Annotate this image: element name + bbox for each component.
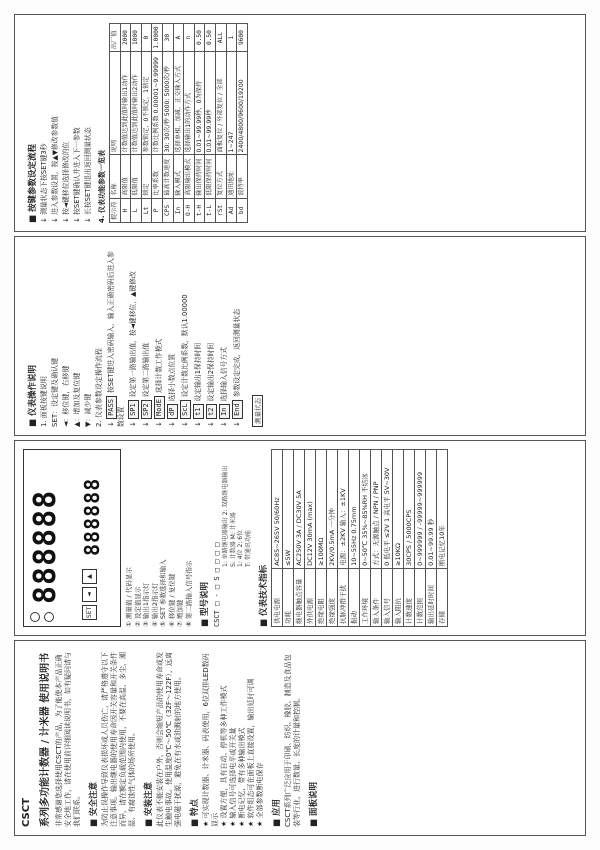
step-text: 按SET键进入密码输入，输入正确密码后进入参数设置 (107, 251, 125, 427)
arrow-down-icon: ↓ (207, 418, 215, 427)
key-desc: SET：设定键及确认键 (51, 357, 59, 427)
setting-step (106, 245, 126, 427)
install-text: 此仪表不能安装在户外，否则会缩短产品的使用寿命或发生触电事故。使用温度0℃～50℃（32F～122F），远离强电磁干扰源，避免在有水或油溅射的地方使用。 (156, 652, 182, 827)
setting-step (128, 245, 139, 427)
param-default: A (173, 24, 184, 52)
arrow-down-icon: ↓ (168, 418, 176, 427)
flow-step (40, 23, 49, 223)
safety-text: 为防止误操作导致仪表损坏或人员伤亡，请严格遵守以下注意事项。输出继电器的使用寿命因开关容量和开关条件而异，请在额定负载范围内使用，不要在高温、多尘、潮湿、有腐蚀性气体的场所使用。 (101, 652, 136, 827)
spec-label: 供电电源 (272, 568, 283, 626)
arrow-down-icon: ↓ (129, 418, 137, 427)
param-row (215, 24, 226, 223)
step-text: 设定计数比例系数，默认1.00000 (181, 294, 189, 398)
flow-step-text: 进入参数设置，按▲▼修改参数值 (51, 116, 59, 215)
spec-label: 绝缘强度 (327, 568, 338, 626)
flow-step (84, 23, 93, 223)
legend-item: ⑧ 第二路输入信号指示 (184, 560, 193, 627)
param-row (237, 24, 248, 223)
param-code: Lt (141, 198, 152, 222)
legend-item: ① 测量值 / 代码显示 (125, 567, 133, 627)
param-desc: 2400/4800/9600/19200 (237, 52, 248, 155)
arrow-down-icon: ↓ (84, 214, 92, 223)
spec-value: 方式：无源触点 / NPN / PNP (371, 450, 382, 569)
model-option: 1: 单路继电器输出 2: 双路继电器输出 (222, 465, 229, 567)
param-desc: 计数比例系数 0.00001~9.99999 (152, 52, 163, 155)
param-code: H (120, 198, 131, 222)
param-default: 9600 (237, 24, 248, 52)
step-text: 设定第二路输出值 (142, 342, 150, 398)
spec-value: 0 低电平 ≤2V 1 高电平 5V~30V (382, 450, 393, 569)
spec-value: DC12V 30mA (max) (305, 450, 316, 569)
param-code: P (152, 198, 163, 222)
arrow-down-icon: ↓ (73, 214, 81, 223)
panel-intro (14, 640, 586, 836)
setting-step (219, 245, 230, 427)
spec-label: 计数速度 (404, 568, 415, 626)
spec-label: 输出延时时间 (426, 568, 437, 626)
spec-heading: ■ 仪表技术指标 (257, 449, 269, 627)
spec-value: ≤5W (283, 450, 294, 569)
step-text: 选择计数工作模式 (155, 338, 163, 394)
param-row (120, 24, 131, 223)
step-text: 设定输出1保持时间 (194, 342, 202, 402)
feature-item: ★ 可实现计数器、计米器、码表使用，6位双排LED数码显示 (202, 649, 220, 827)
param-code: In (173, 198, 184, 222)
brand-label: CSCT (21, 798, 32, 827)
param-head-cell: 出厂值 (110, 24, 121, 52)
key-desc: ▲：增加及复位键 (73, 372, 81, 427)
arrow-down-icon: ↓ (233, 418, 241, 427)
feature-item: ★ 全部参数断电保存 (256, 649, 265, 827)
spec-label: 输入阻抗 (393, 568, 404, 626)
legend-item: ③ 输出1指示灯 (142, 582, 150, 627)
arrow-down-icon: ↓ (142, 418, 150, 427)
step-code: SP1 (128, 400, 139, 419)
setting-step (232, 245, 243, 427)
param-name: 锁定 (141, 155, 152, 198)
arrow-down-icon: ↓ (194, 418, 202, 427)
param-default: 0.50 (205, 24, 216, 52)
arrow-down-icon: ↓ (155, 418, 163, 427)
feature-item: ★ 设置方便，具有自动、停机等多种工作模式 (220, 649, 229, 827)
step-code: PASS (106, 396, 117, 419)
param-code: L (131, 198, 142, 222)
up-key-icon: ▲ (82, 569, 97, 584)
spec-value: 电源：±2KV 输入：±1KV (338, 450, 349, 569)
arrow-down-icon: ↓ (107, 418, 115, 427)
spec-table (271, 449, 448, 627)
device-keys (82, 569, 97, 620)
param-desc: 选择单相、加减、正交输入方式 (173, 52, 184, 155)
panel-operation (14, 236, 586, 436)
spec-value: 断电记忆10年 (437, 450, 448, 569)
feature-item: ★ 断电记忆，带有多种输出模式 (238, 649, 247, 827)
param-name: 通讯地址 (226, 155, 237, 198)
param-name: 低限值 (131, 155, 142, 198)
param-name: 复位方式 (215, 155, 226, 198)
spec-label: 绝缘电阻 (316, 568, 327, 626)
param-desc: 计数值达到此值时输出2动作 (131, 52, 142, 155)
legend-item: ⑤ SET 参数选择和输入 (159, 559, 167, 627)
step-text: 选择小数点位置 (168, 353, 176, 402)
step-text: 选择输入信号方式 (220, 347, 228, 402)
spec-row (283, 450, 294, 627)
param-code: O-H (184, 198, 195, 222)
legend-item: ⑦ 增加键 (176, 599, 184, 627)
spec-row (294, 450, 305, 627)
measure-display: 888888 (28, 489, 63, 604)
spec-label: 继电器触点容量 (294, 568, 305, 626)
out1-led-icon (30, 612, 40, 622)
keys-subheading: 1. 面板按键说明 (40, 376, 48, 427)
manual-title: 系列多功能计数器 / 计米器 使用说明书 (40, 652, 51, 827)
param-name: 低限保持时间 (205, 155, 216, 198)
flow-step-text: 测量状态下按SET键3秒 (40, 143, 48, 215)
param-row (205, 24, 216, 223)
key-desc: ◄：移位键，右移键 (62, 365, 70, 427)
measure-state-box: 测量状态 (252, 395, 263, 427)
flow-step-text: 按SET键确认并进入下一参数 (73, 127, 81, 215)
param-row (131, 24, 142, 223)
param-table (109, 23, 248, 223)
spec-value: ≥100MΩ (316, 450, 327, 569)
arrow-down-icon: ↓ (62, 214, 70, 223)
step-code: t2 (206, 404, 217, 418)
application-text: CSCT系列广泛应用于印刷、纺织、橡胶、制造及食品包装等行业，进行数量、长度的计量和控制。 (284, 654, 301, 827)
param-default: 1 (226, 24, 237, 52)
param-desc: 参数锁定，0不锁定，1锁定 (141, 52, 152, 155)
param-code: CPS (162, 198, 173, 222)
param-default: n (184, 24, 195, 52)
spec-row (349, 450, 360, 627)
param-default: 2000 (120, 24, 131, 52)
feature-item: ★ 输入信号可选择电平或开关量 (229, 649, 238, 827)
param-desc: 选择输出1的动作方式 (184, 52, 195, 155)
param-head-cell: 说明 (110, 52, 121, 155)
flow-step (62, 23, 71, 223)
spec-value: 2KV/0.5mA 一分钟 (327, 450, 338, 569)
arrow-down-icon: ↓ (51, 214, 59, 223)
step-code: ModE (154, 396, 165, 419)
model-option: T: 带通讯功能 (244, 530, 252, 567)
param-row (152, 24, 163, 223)
flow-subheading: 2. 仪表参数设定操作流程 (95, 348, 103, 427)
param-row (184, 24, 195, 223)
param-name: 最高计数速度 (162, 155, 173, 198)
spec-value: AC250V 3A / DC30V 5A (294, 450, 305, 569)
flow-step-text: 按◄键移位选择修改的位 (62, 141, 70, 215)
setting-steps (106, 245, 243, 427)
spec-row (272, 450, 283, 627)
param-row (226, 24, 237, 223)
param-head-cell: 名称 (110, 155, 121, 198)
model-option: S: 计数器 M: 计米器 (229, 512, 237, 567)
spec-value: 0~999999 / -99999~999999 (415, 450, 426, 569)
spec-value: 30CPS / 5000CPS (404, 450, 415, 569)
model-heading: ■ 型号说明 (198, 449, 210, 627)
step-code: SP2 (141, 400, 152, 419)
param-desc: 0.01~99.99秒，0为保持 (194, 52, 205, 155)
model-code: CSCT □ - □ S □ □ □ □ (213, 542, 221, 627)
spec-value: 0.01~99.99 秒 (426, 450, 437, 569)
spec-row (404, 450, 415, 627)
panel-desc-heading: ■ 面板说明 (307, 649, 319, 827)
step-text: 设定输出2保持时间 (207, 342, 215, 402)
param-code: t-H (194, 198, 205, 222)
param-row (162, 24, 173, 223)
feature-item: ★ 软件组态可在面板上直接设置，输出延时可调 (247, 649, 256, 827)
setting-step (193, 245, 204, 427)
param-desc: 1~247 (226, 52, 237, 155)
param-default: 1.0000 (152, 24, 163, 52)
param-code: bd (237, 198, 248, 222)
spec-label: 计数范围 (415, 568, 426, 626)
spec-label: 功耗 (283, 568, 294, 626)
spec-row (393, 450, 404, 627)
legend-item: ② 设定值显示 (133, 586, 142, 627)
param-row (141, 24, 152, 223)
step-code: End (232, 400, 243, 419)
step-text: 设定第一路输出值，按◄键移位，▲键修改 (129, 271, 137, 398)
step-code: ScL (180, 400, 191, 419)
param-name: 高限输出模式 (184, 155, 195, 198)
param-desc: 30: 30次/秒 5000: 5000次/秒 (162, 52, 173, 155)
panel-parameters (14, 14, 586, 232)
param-table-head (110, 24, 121, 223)
flow-step-text: 长按SET键退出返回测量状态 (84, 127, 92, 215)
setting-step (167, 245, 178, 427)
setting-step (206, 245, 217, 427)
legend-item: ⑥ 移位键 / 复位键 (167, 573, 176, 627)
intro-text: 非常感谢您选择使用CSCT的产品，为了能使本产品正确安全地工作，请在使用前详细阅读说明书，如有疑问请与我们联系。 (55, 652, 81, 827)
feature-heading: ■ 特点 (188, 649, 200, 827)
install-heading: ■ 安装注意 (142, 649, 154, 827)
spec-row (415, 450, 426, 627)
param-row (194, 24, 205, 223)
param-row (173, 24, 184, 223)
spec-label: 外供电源 (305, 568, 316, 626)
model-option: 1: 4位 2: 6位 (237, 529, 244, 567)
spec-label: 工作环境 (360, 568, 371, 626)
spec-row (360, 450, 371, 627)
param-name: 波特率 (237, 155, 248, 198)
spec-value: AC85~265V 50/60Hz (272, 450, 283, 569)
arrow-down-icon: ↓ (181, 418, 189, 427)
param-default: 0.50 (194, 24, 205, 52)
spec-label: 振动 (349, 568, 360, 626)
step-code: In (219, 404, 230, 418)
set-key-icon: SET (82, 605, 97, 620)
param-default: 30 (162, 24, 173, 52)
legend-item: ④ 输出2指示灯 (150, 582, 159, 627)
keyflow-heading: ■ 按键参数设定流程 (26, 23, 38, 223)
flow-step (73, 23, 82, 223)
shift-key-icon: ◄ (82, 587, 97, 602)
spec-row (437, 450, 448, 627)
step-code: t1 (193, 404, 204, 418)
arrow-down-icon: ↓ (220, 418, 228, 427)
param-desc: 面板复位 / 外部复位 / 全部 (215, 52, 226, 155)
param-name: 高限值 (120, 155, 131, 198)
operation-heading: ■ 仪表操作说明 (26, 245, 38, 427)
spec-label: 输入信号 (382, 568, 393, 626)
param-code: Ad (226, 198, 237, 222)
param-default: ALL (215, 24, 226, 52)
spec-value: 0~50℃ 35%~85%RH 不结冰 (360, 450, 371, 569)
spec-label: 存储 (437, 568, 448, 626)
device-front-panel (23, 449, 121, 627)
param-code: rSt (215, 198, 226, 222)
step-text: 参数设定完成，返回测量状态 (233, 308, 241, 398)
spec-row (371, 450, 382, 627)
flow-step (51, 23, 60, 223)
param-head-cell: 提示符 (110, 198, 121, 222)
application-heading: ■ 应用 (270, 649, 282, 827)
param-desc: 计数值达到此值时输出1动作 (120, 52, 131, 155)
spec-value: ≥10KΩ (393, 450, 404, 569)
spec-row (327, 450, 338, 627)
out2-led-icon (44, 612, 54, 622)
param-table-title: 4. 仪表功能参数一览表 (98, 150, 106, 223)
param-name: 输出保持时间 (194, 155, 205, 198)
param-code: t-L (205, 198, 216, 222)
setting-step (141, 245, 152, 427)
panel-device (14, 440, 586, 636)
param-default: 0 (141, 24, 152, 52)
param-default: 1000 (131, 24, 142, 52)
setpoint-display: 888888 (80, 477, 104, 556)
spec-row (338, 450, 349, 627)
setting-step (180, 245, 191, 427)
param-desc: 0.01~99.99秒 (205, 52, 216, 155)
spec-label: 输入条件 (371, 568, 382, 626)
safety-heading: ■ 安全注意 (87, 649, 99, 827)
spec-value: 10~55Hz 0.75mm (349, 450, 360, 569)
spec-row (382, 450, 393, 627)
spec-row (305, 450, 316, 627)
setting-step (154, 245, 165, 427)
param-name: 输入模式 (173, 155, 184, 198)
spec-label: 抗脉冲群干扰 (338, 568, 349, 626)
spec-row (316, 450, 327, 627)
arrow-down-icon: ↓ (40, 214, 48, 223)
key-desc: ▼：减少键 (84, 393, 92, 427)
spec-row (426, 450, 437, 627)
step-code: dP (167, 404, 178, 418)
param-name: 比率系数 (152, 155, 163, 198)
